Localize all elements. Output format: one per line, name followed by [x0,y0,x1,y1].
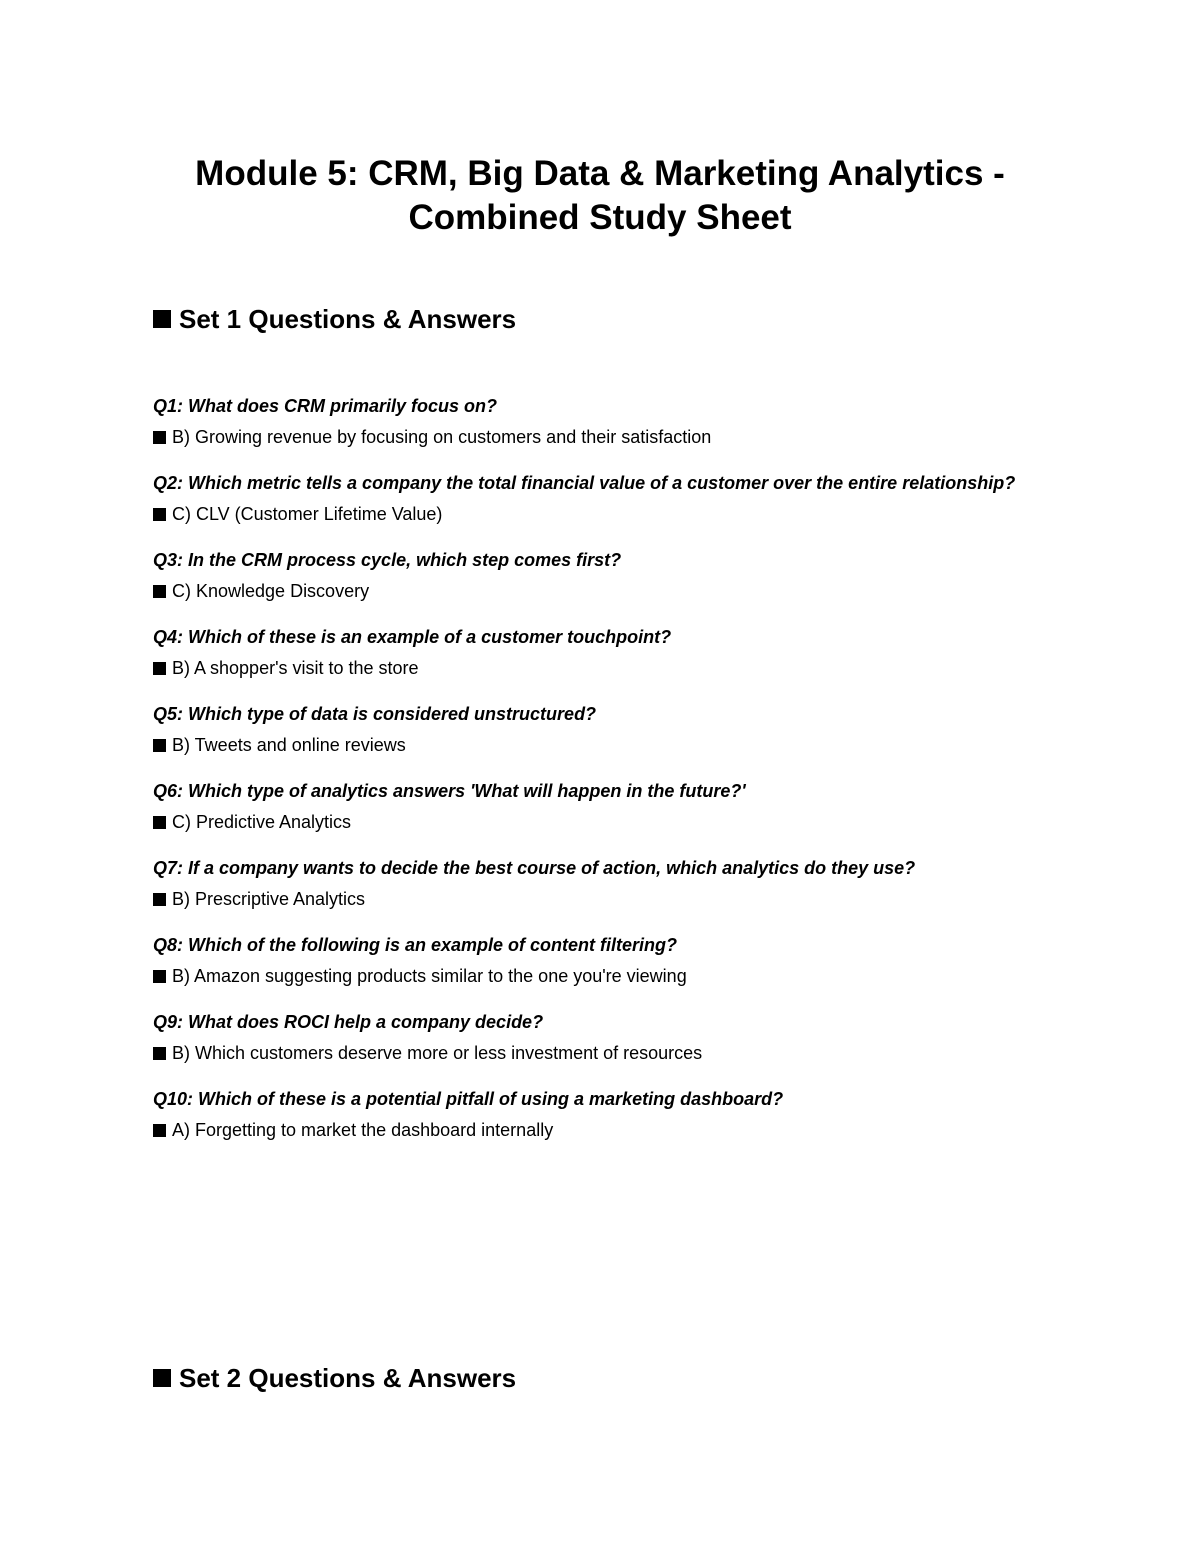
square-bullet-icon [153,1124,166,1137]
answer-text [153,426,1053,448]
page-title-line-2: Combined Study Sheet [408,198,792,237]
square-bullet-icon [153,893,166,906]
square-bullet-icon [153,970,166,983]
qa-item [153,857,1053,910]
answer-label: B) Which customers deserve more or less investment of resources [172,1043,703,1063]
qa-item [153,472,1053,525]
answer-label: B) Prescriptive Analytics [172,889,366,909]
square-bullet-icon [153,816,166,829]
question-text: Q7: If a company wants to decide the best course of action, which analytics do they use? [153,858,916,878]
page-title-line-1: Module 5: CRM, Big Data & Marketing Analytics - [195,154,1005,193]
answer-label: B) Tweets and online reviews [172,735,406,755]
answer-text [153,734,1053,756]
square-bullet-icon [153,508,166,521]
square-bullet-icon [153,1047,166,1060]
answer-text [153,1119,1053,1141]
question-text: Q10: Which of these is a potential pitfall of using a marketing dashboard? [153,1089,784,1109]
square-bullet-icon [153,585,166,598]
answer-label: A) Forgetting to market the dashboard internally [172,1120,554,1140]
answer-text [153,811,1053,833]
qa-list-set-1 [153,395,1053,1165]
question-text: Q8: Which of the following is an example of content filtering? [153,935,678,955]
answer-text [153,657,1053,679]
qa-item [153,549,1053,602]
question-text: Q2: Which metric tells a company the total financial value of a customer over the entire relationship? [153,473,1016,493]
square-bullet-icon [153,431,166,444]
question-text: Q4: Which of these is an example of a customer touchpoint? [153,627,672,647]
qa-item [153,934,1053,987]
answer-label: C) CLV (Customer Lifetime Value) [172,504,443,524]
answer-label: B) Amazon suggesting products similar to the one you're viewing [172,966,687,986]
section-heading-label: Set 1 Questions & Answers [179,304,517,334]
qa-item [153,703,1053,756]
qa-item [153,626,1053,679]
answer-label: C) Predictive Analytics [172,812,352,832]
qa-item [153,1011,1053,1064]
square-bullet-icon [153,662,166,675]
answer-text [153,503,1053,525]
section-heading-label: Set 2 Questions & Answers [179,1363,517,1393]
answer-text [153,965,1053,987]
square-bullet-icon [153,310,171,328]
answer-text [153,888,1053,910]
question-text: Q6: Which type of analytics answers 'What will happen in the future?' [153,781,746,801]
question-text: Q3: In the CRM process cycle, which step comes first? [153,550,622,570]
qa-item [153,395,1053,448]
answer-text [153,1042,1053,1064]
question-text: Q9: What does ROCI help a company decide? [153,1012,544,1032]
qa-item [153,1088,1053,1141]
section-heading-set-1 [153,303,516,335]
square-bullet-icon [153,1369,171,1387]
question-text: Q1: What does CRM primarily focus on? [153,396,498,416]
answer-text [153,580,1053,602]
qa-item [153,780,1053,833]
section-heading-set-2 [153,1362,516,1394]
question-text: Q5: Which type of data is considered unstructured? [153,704,597,724]
answer-label: B) A shopper's visit to the store [172,658,419,678]
page-title [0,152,1200,240]
square-bullet-icon [153,739,166,752]
answer-label: B) Growing revenue by focusing on customers and their satisfaction [172,427,712,447]
answer-label: C) Knowledge Discovery [172,581,370,601]
